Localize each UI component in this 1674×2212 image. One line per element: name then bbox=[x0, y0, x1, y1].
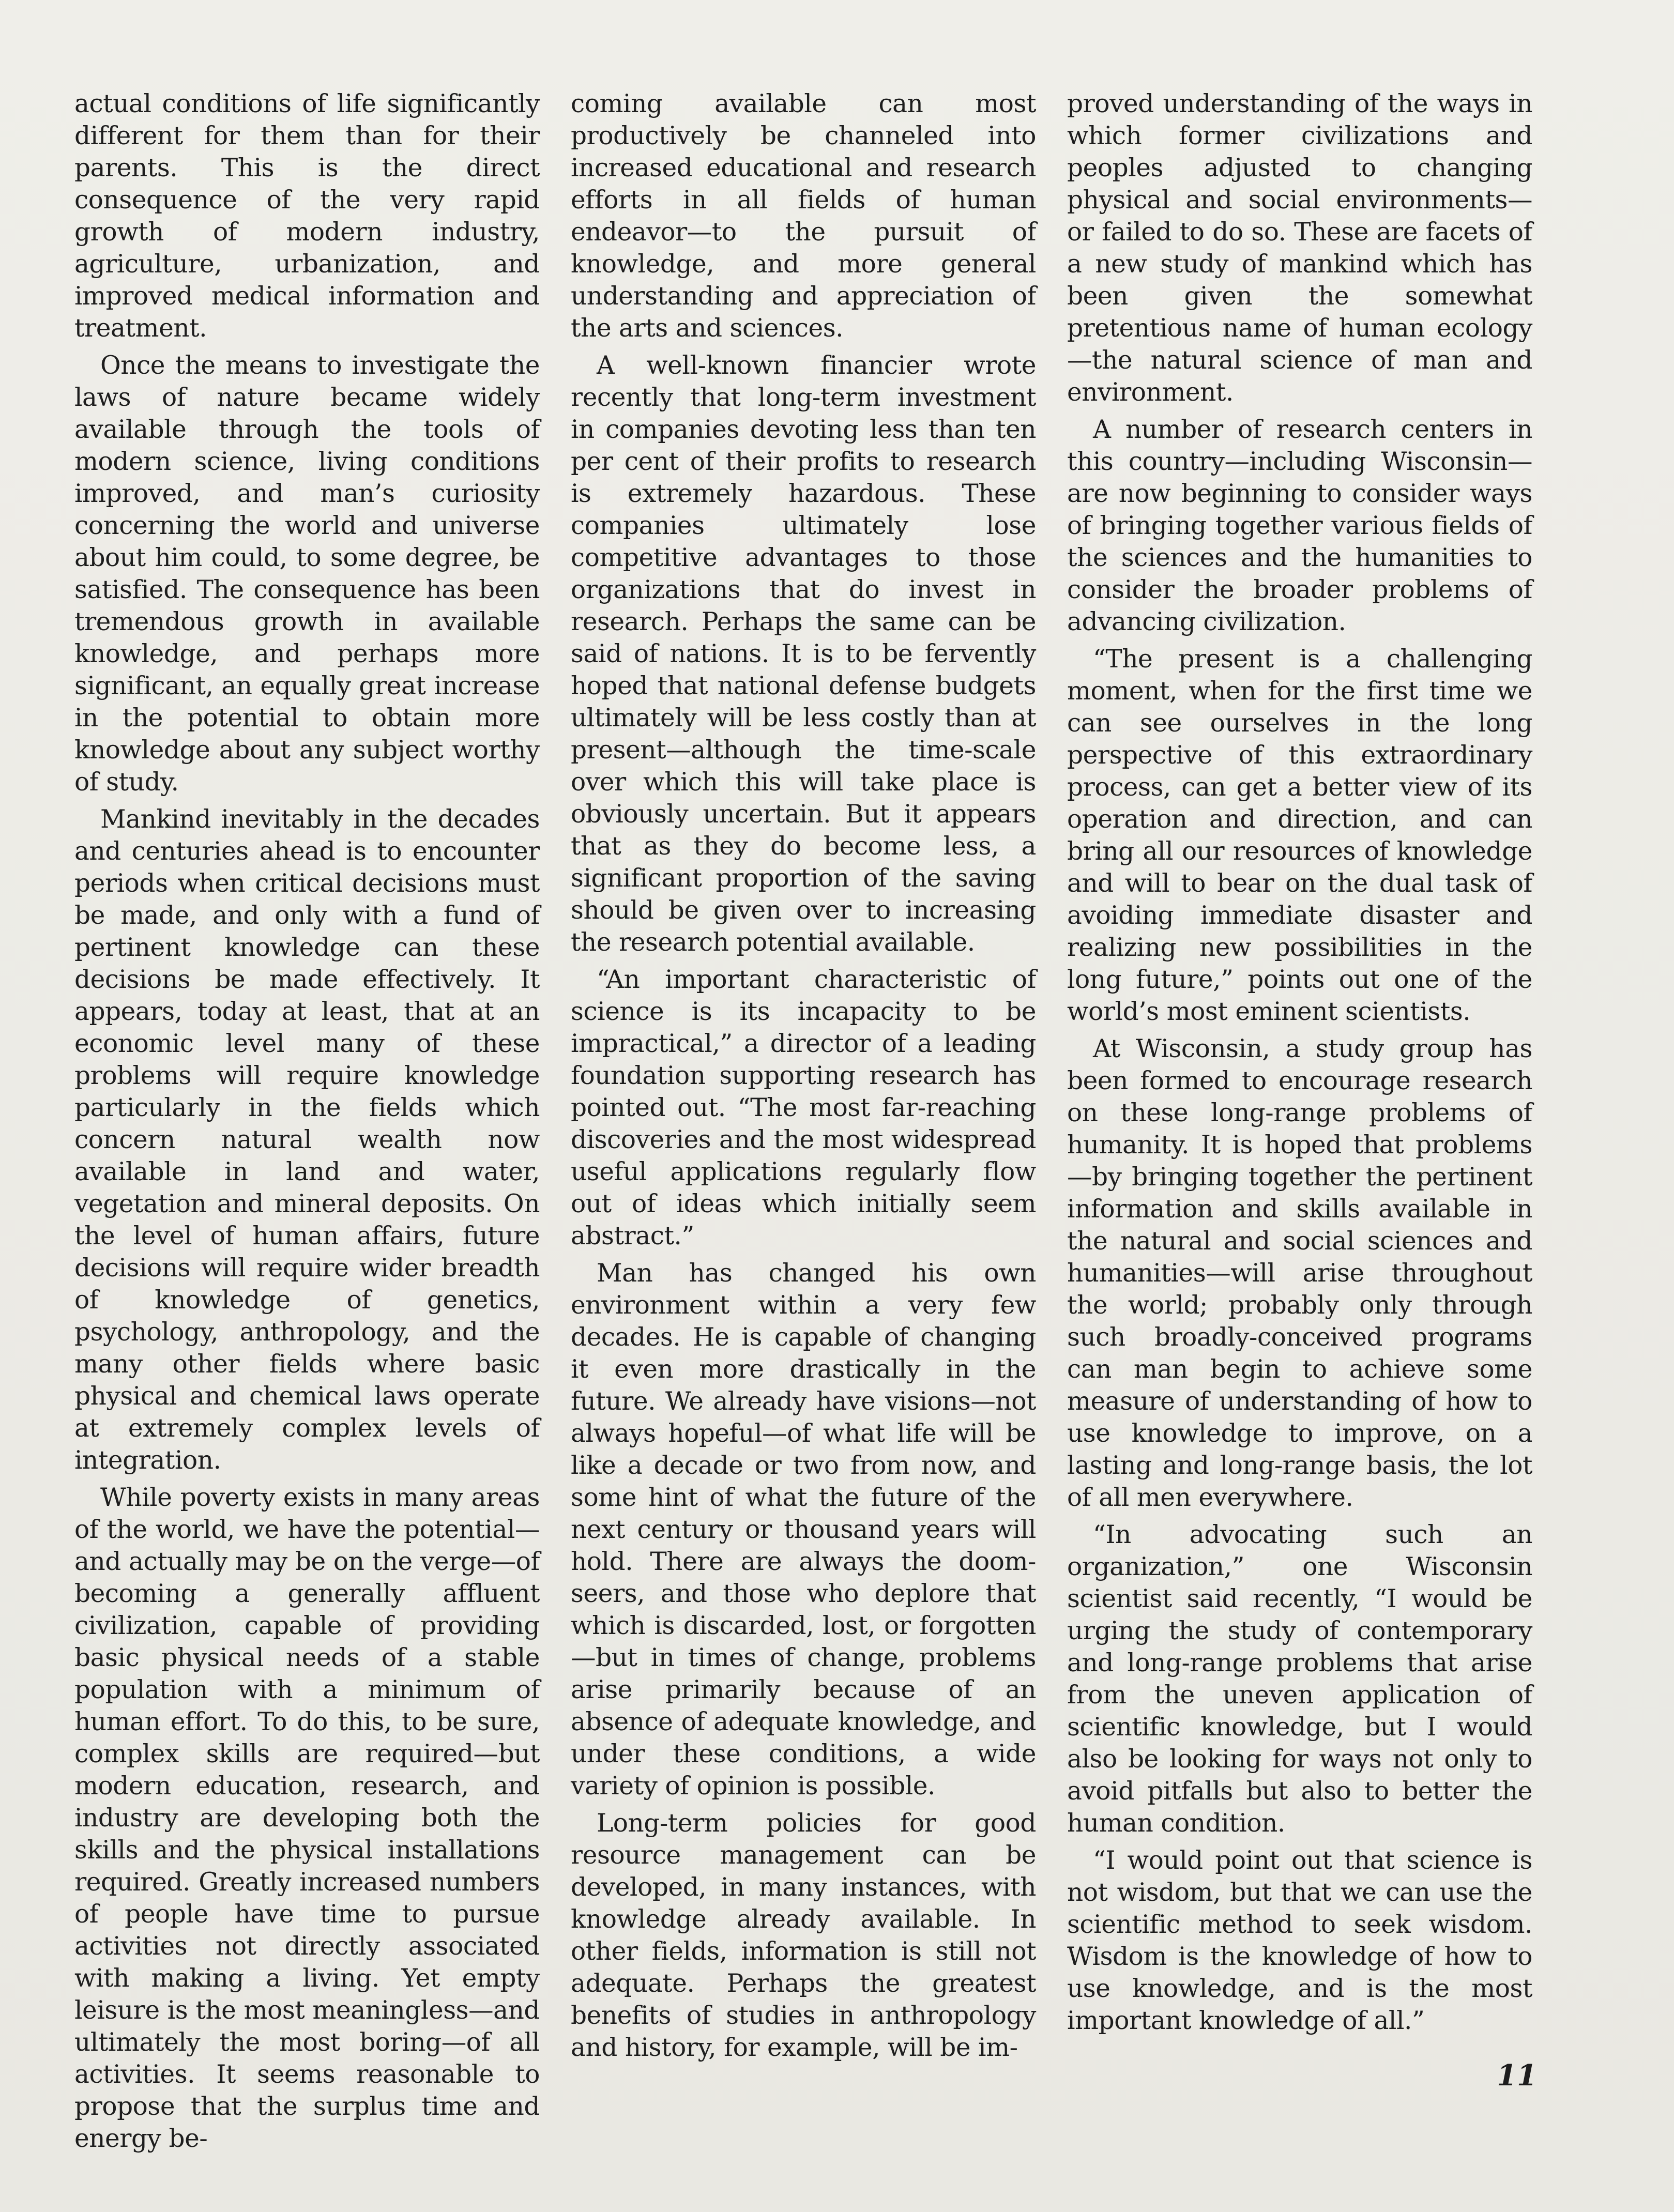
paragraph: “I would point out that science is not wisdom, but that we can use the scientific method to seek wisdom. Wisdom is the knowledge of how to use knowledge, and is the most important knowledge of all.” bbox=[1067, 1846, 1532, 2035]
paragraph: coming available can most productively be channeled into increased educational and research efforts in all fields of human endeavor—to the pursuit of knowledge, and more general understanding and appreciation of the arts and sciences. bbox=[571, 89, 1036, 343]
paragraph: At Wisconsin, a study group has been formed to encourage research on these long-range problems of humanity. It is hoped that problems—by bringing together the pertinent information and skills available in the natural and social sciences and humanities—will arise throughout the world; probably only through such broadly-conceived programs can man begin to achieve some measure of understanding of how to use knowledge to improve, on a lasting and long-range basis, the lot of all men everywhere. bbox=[1067, 1034, 1532, 1512]
paragraph: Long-term policies for good resource management can be developed, in many instances, with knowledge already available. In other fields, information is still not adequate. Perhaps the greatest benefits of studies in anthropology and history, for example, will be im- bbox=[571, 1809, 1036, 2062]
paragraph: “An important characteristic of science is its incapacity to be impractical,” a director of a leading foundation supporting research has pointed out. “The most far-reaching discoveries and the most widespread useful applications regularly flow out of ideas which initially seem abstract.” bbox=[571, 965, 1036, 1250]
page-number: 11 bbox=[1497, 2058, 1537, 2093]
paragraph: A well-known financier wrote recently that long-term investment in companies devoting less than ten per cent of their profits to research is extremely hazardous. These companies ultimately lose competitive advantages to those organizations that do invest in research. Perhaps the same can be said of nations. It is to be fervently hoped that national defense budgets ultimately will be less costly than at present—although the time-scale over which this will take place is obviously uncertain. But it appears that as they do become less, a significant proportion of the saving should be given over to increasing the research potential available. bbox=[571, 351, 1036, 957]
paragraph: “The present is a challenging moment, when for the first time we can see ourselves in the long perspective of this extraordinary process, can get a better view of its operation and direction, and can bring all our resources of knowledge and will to bear on the dual task of avoiding immediate disaster and realizing new possibilities in the long future,” points out one of the world’s most eminent scientists. bbox=[1067, 645, 1532, 1026]
text-column-2 bbox=[571, 88, 1036, 2069]
paragraph: actual conditions of life significantly different for them than for their parents. This is the direct consequence of the very rapid growth of modern industry, agriculture, urbanization, and improved medical information and treatment. bbox=[74, 89, 540, 343]
paragraph: proved understanding of the ways in which former civilizations and peoples adjusted to changing physical and social environments—or failed to do so. These are facets of a new study of mankind which has been given the somewhat pretentious name of human ecology—the natural science of man and environment. bbox=[1067, 89, 1532, 407]
paragraph: Man has changed his own environment within a very few decades. He is capable of changing it even more drastically in the future. We already have visions—not always hopeful—of what life will be like a decade or two from now, and some hint of what the future of the next century or thousand years will hold. There are always the doom-seers, and those who deplore that which is discarded, lost, or forgotten—but in times of change, problems arise primarily because of an absence of adequate knowledge, and under these conditions, a wide variety of opinion is possible. bbox=[571, 1259, 1036, 1801]
text-column-1 bbox=[74, 88, 540, 2160]
paragraph: “In advocating such an organization,” one Wisconsin scientist said recently, “I would be urging the study of contemporary and long-range problems that arise from the uneven application of scientific knowledge, but I would also be looking for ways not only to avoid pitfalls but also to better the human condition. bbox=[1067, 1520, 1532, 1838]
paragraph: A number of research centers in this country—including Wisconsin—are now beginning to consider ways of bringing together various fields of the sciences and the humanities to consider the broader problems of advancing civilization. bbox=[1067, 415, 1532, 636]
paragraph: Mankind inevitably in the decades and centuries ahead is to encounter periods when critical decisions must be made, and only with a fund of pertinent knowledge can these decisions be made effectively. It appears, today at least, that at an economic level many of these problems will require knowledge particularly in the fields which concern natural wealth now available in land and water, vegetation and mineral deposits. On the level of human affairs, future decisions will require wider breadth of knowledge of genetics, psychology, anthropology, and the many other fields where basic physical and chemical laws operate at extremely complex levels of integration. bbox=[74, 805, 540, 1475]
text-column-3 bbox=[1067, 88, 1532, 2042]
paragraph: While poverty exists in many areas of the world, we have the potential—and actually may be on the verge—of becoming a generally affluent civilization, capable of providing basic physical needs of a stable population with a minimum of human effort. To do this, to be sure, complex skills are required—but modern education, research, and industry are developing both the skills and the physical installations required. Greatly increased numbers of people have time to pursue activities not directly associated with making a living. Yet empty leisure is the most meaningless—and ultimately the most boring—of all activities. It seems reasonable to propose that the surplus time and energy be- bbox=[74, 1483, 540, 2153]
paragraph: Once the means to investigate the laws of nature became widely available through the tools of modern science, living conditions improved, and man’s curiosity concerning the world and universe about him could, to some degree, be satisfied. The consequence has been tremendous growth in available knowledge, and perhaps more significant, an equally great increase in the potential to obtain more knowledge about any subject worthy of study. bbox=[74, 351, 540, 797]
